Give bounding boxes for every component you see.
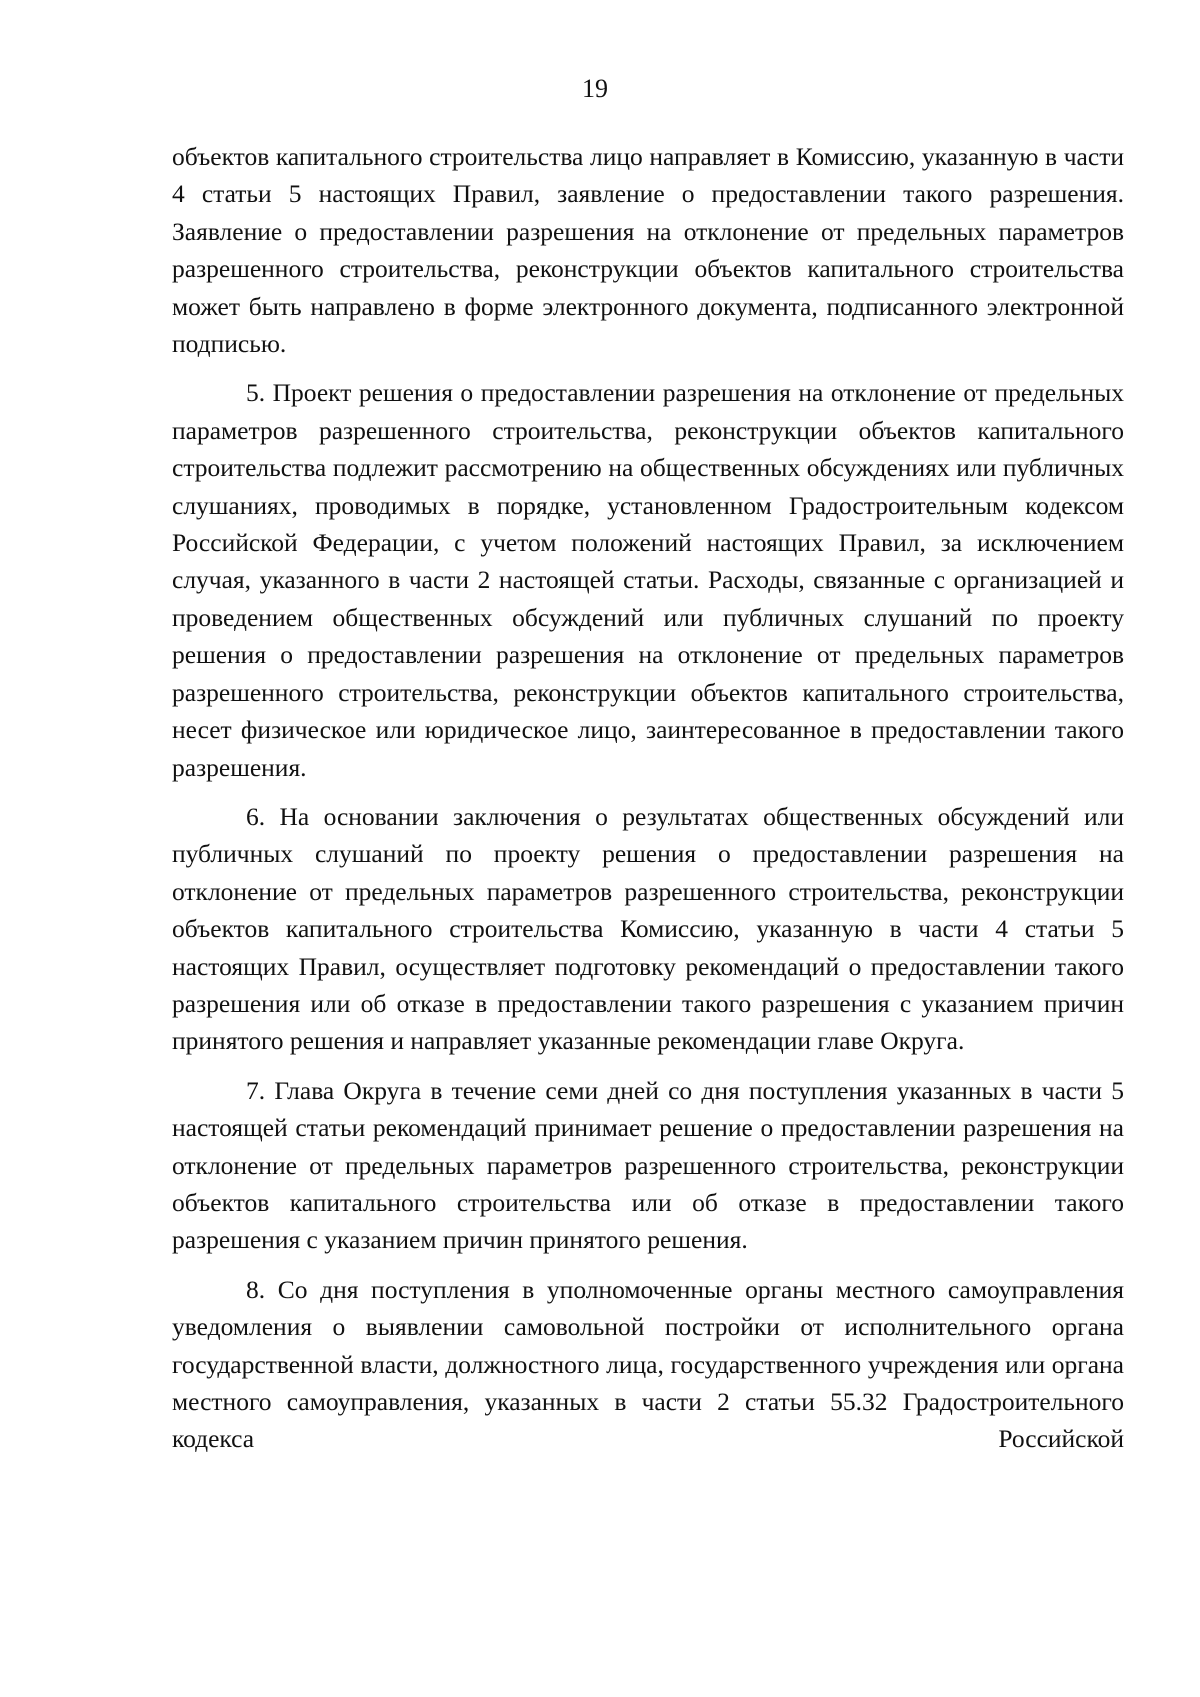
paragraph-item-5: 5. Проект решения о предоставлении разрешения на отклонение от предельных параметров разрешенного строительства, реконструкции объектов капитального строительства подлежит рассмотрению на общественных обсуждениях или публичных слушаниях, проводимых в порядке, установленном Градостроительным кодексом Российской Федерации, с учетом положений настоящих Правил, за исключением случая, указанного в части 2 настоящей статьи. Расходы, связанные с организацией и проведением общественных обсуждений или публичных слушаний по проекту решения о предоставлении разрешения на отклонение от предельных параметров разрешенного строительства, реконструкции объектов капитального строительства, несет физическое или юридическое лицо, заинтересованное в предоставлении такого разрешения. (172, 378, 1124, 782)
paragraph-continuation: объектов капитального строительства лицо направляет в Комиссию, указанную в части 4 статьи 5 настоящих Правил, заявление о предоставлении такого разрешения. Заявление о предоставлении разрешения на отклонение от предельных параметров разрешенного строительства, реконструкции объектов капитального строительства может быть направлено в форме электронного документа, подписанного электронной подписью. (172, 142, 1124, 359)
paragraph-item-7: 7. Глава Округа в течение семи дней со дня поступления указанных в части 5 настоящей статьи рекомендаций принимает решение о предоставлении разрешения на отклонение от предельных параметров разрешенного строительства, реконструкции объектов капитального строительства или об отказе в предоставлении такого разрешения с указанием причин принятого решения. (172, 1075, 1124, 1255)
paragraph-item-8: 8. Со дня поступления в уполномоченные органы местного самоуправления уведомления о выявлении самовольной постройки от исполнительного органа государственной власти, должностного лица, государственного учреждения или органа местного самоуправления, указанных в части 2 статьи 55.32 Градостроительного кодекса Российской (172, 1274, 1124, 1454)
paragraph-item-6: 6. На основании заключения о результатах общественных обсуждений или публичных слушаний по проекту решения о предоставлении разрешения на отклонение от предельных параметров разрешенного строительства, реконструкции объектов капитального строительства Комиссию, указанную в части 4 статьи 5 настоящих Правил, осуществляет подготовку рекомендаций о предоставлении такого разрешения или об отказе в предоставлении такого разрешения с указанием причин принятого решения и направляет указанные рекомендации главе Округа. (172, 801, 1124, 1056)
document-body (172, 138, 1124, 1470)
page-number: 19 (582, 74, 608, 103)
